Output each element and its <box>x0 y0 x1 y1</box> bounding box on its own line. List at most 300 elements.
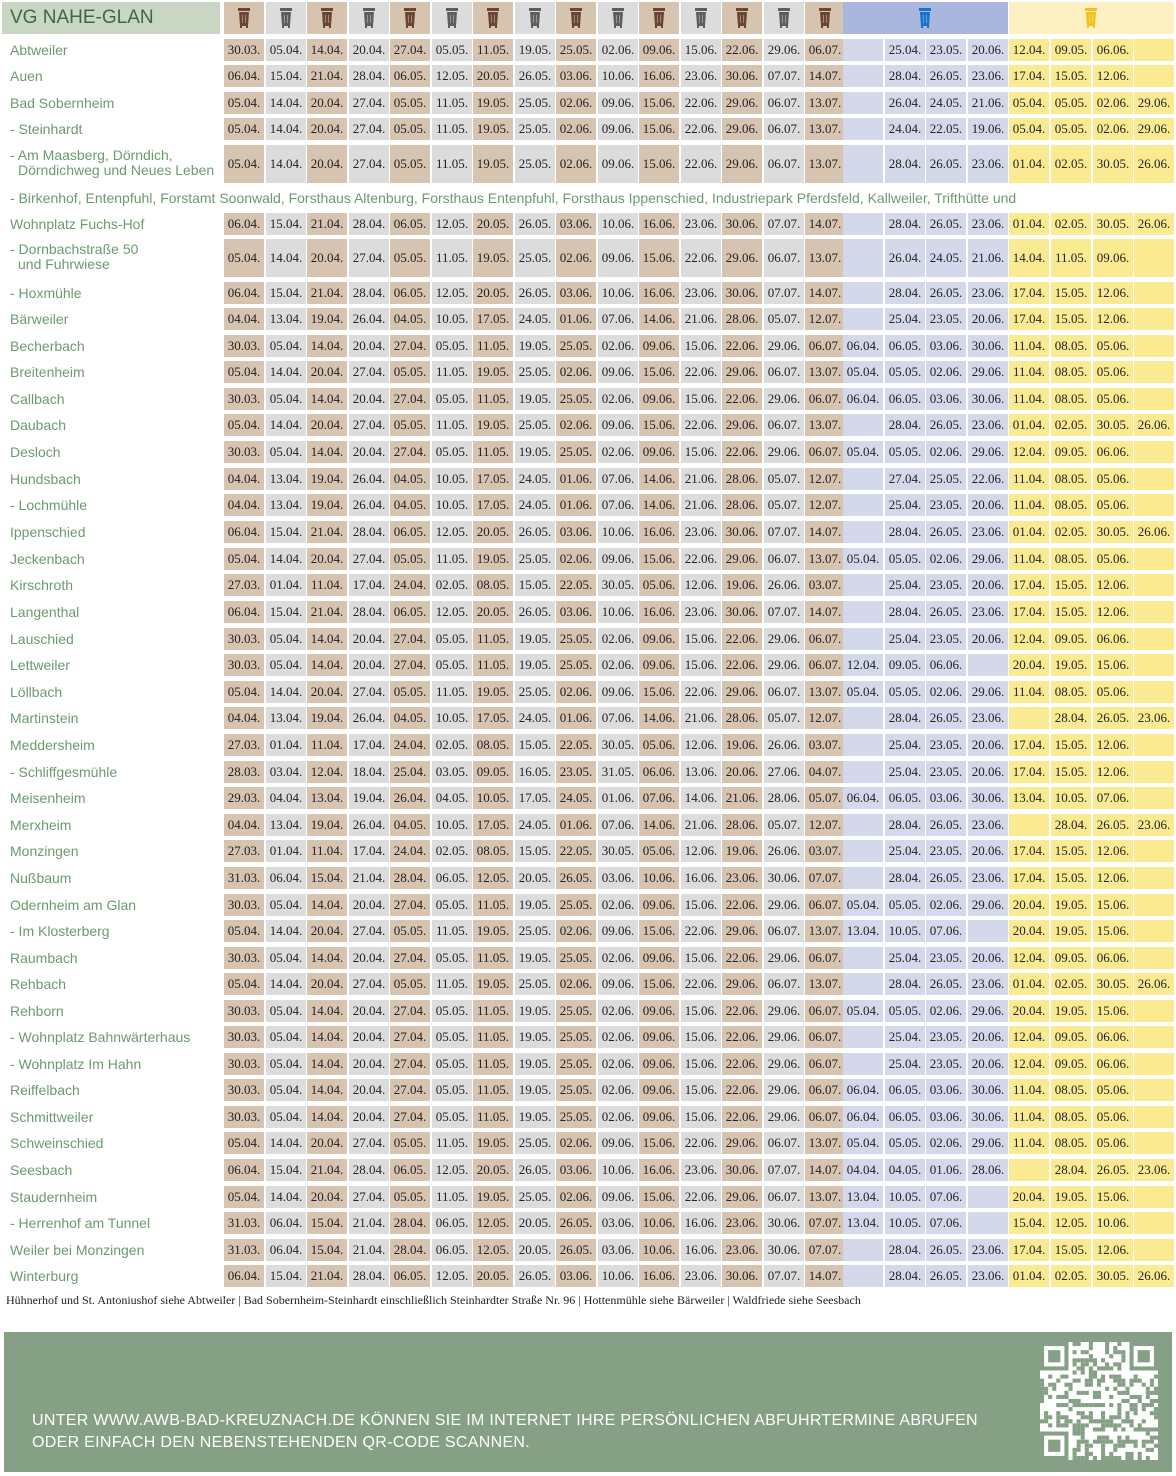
date-cell: 26.05. <box>926 814 966 836</box>
date-cell: 05.05. <box>432 654 472 676</box>
date-cell: 05.04. <box>224 681 264 703</box>
location-name <box>2 972 222 996</box>
date-cell: 29.06. <box>722 145 762 183</box>
date-cell: 09.06. <box>598 1186 638 1208</box>
date-cell: 25.05. <box>556 894 596 916</box>
date-cell: 26.04. <box>390 787 430 809</box>
date-cell: 07.07. <box>805 1212 845 1234</box>
date-cell <box>843 574 883 596</box>
date-cell: 15.06. <box>639 118 679 140</box>
date-cell: 12.06. <box>1093 65 1133 87</box>
date-cell: 27.04. <box>349 548 389 570</box>
date-cell: 08.05. <box>1051 548 1091 570</box>
location-name <box>2 212 222 236</box>
date-cell: 15.06. <box>639 414 679 436</box>
date-cell: 20.04. <box>349 947 389 969</box>
date-cell: 14.04. <box>307 39 347 61</box>
date-cell: 17.05. <box>515 787 555 809</box>
location-name <box>2 117 222 141</box>
date-cell: 20.04. <box>349 335 389 357</box>
gray-bin-icon <box>694 8 708 28</box>
table-row <box>0 573 1176 597</box>
date-cell: 14.04. <box>307 335 347 357</box>
date-cell: 03.06. <box>556 521 596 543</box>
table-row <box>0 1131 1176 1155</box>
date-cell: 01.06. <box>556 468 596 490</box>
date-cell: 05.04. <box>224 92 264 114</box>
date-cell: 19.06. <box>722 574 762 596</box>
date-cell: 02.05. <box>1051 521 1091 543</box>
location-name-line-1: Meddersheim <box>10 737 95 753</box>
date-cell: 09.06. <box>639 628 679 650</box>
date-cell: 23.05. <box>926 761 966 783</box>
date-cell: 30.06. <box>968 1079 1008 1101</box>
table-row <box>0 600 1176 624</box>
date-cell: 15.05. <box>1051 1239 1091 1261</box>
date-cell: 03.06. <box>598 1239 638 1261</box>
brown-bin-icon <box>569 8 583 28</box>
date-cell: 17.04. <box>1009 601 1049 623</box>
date-cell: 02.06. <box>598 335 638 357</box>
date-cell: 11.05. <box>473 947 513 969</box>
qr-code-icon[interactable] <box>1040 1342 1158 1460</box>
date-cell: 28.04. <box>885 213 925 235</box>
date-cell: 04.05. <box>390 308 430 330</box>
date-cell: 17.04. <box>349 574 389 596</box>
date-cell: 05.06. <box>1093 361 1133 383</box>
date-cell: 21.04. <box>349 1239 389 1261</box>
date-cell: 25.04. <box>885 1026 925 1048</box>
date-cell <box>1134 734 1174 756</box>
date-cell <box>1134 894 1174 916</box>
date-cell: 20.04. <box>307 920 347 942</box>
date-cell <box>1134 282 1174 304</box>
date-cell: 30.05. <box>1093 213 1133 235</box>
date-cell <box>843 414 883 436</box>
date-cell: 26.06. <box>764 734 804 756</box>
date-cell: 22.06. <box>722 1079 762 1101</box>
header-cell-14 <box>764 2 804 34</box>
date-cell: 27.03. <box>224 734 264 756</box>
date-cell: 16.06. <box>639 65 679 87</box>
date-cell: 29.06. <box>764 441 804 463</box>
date-cell: 28.04. <box>885 1239 925 1261</box>
date-cell: 05.05. <box>432 39 472 61</box>
date-cell: 04.05. <box>390 468 430 490</box>
date-cell: 28.04. <box>349 282 389 304</box>
date-cell: 20.04. <box>349 894 389 916</box>
date-cell: 30.06. <box>764 867 804 889</box>
date-cell: 08.05. <box>1051 361 1091 383</box>
date-cell: 27.04. <box>390 1000 430 1022</box>
date-cell: 22.06. <box>681 1132 721 1154</box>
date-cell: 23.06. <box>968 1265 1008 1287</box>
date-cell: 20.05. <box>473 1159 513 1181</box>
date-cell: 24.05. <box>515 468 555 490</box>
date-cell: 20.06. <box>968 840 1008 862</box>
date-cell: 19.05. <box>515 1079 555 1101</box>
date-cell: 06.05. <box>885 1079 925 1101</box>
date-cell <box>843 92 883 114</box>
date-cell: 05.04. <box>843 894 883 916</box>
date-cell: 19.05. <box>1051 1000 1091 1022</box>
date-cell: 03.06. <box>556 282 596 304</box>
date-cell: 02.06. <box>926 894 966 916</box>
date-cell: 04.05. <box>390 707 430 729</box>
date-cell: 27.04. <box>390 388 430 410</box>
date-cell: 12.07. <box>805 707 845 729</box>
date-cell: 20.04. <box>349 1000 389 1022</box>
date-cell: 29.06. <box>1134 92 1174 114</box>
date-cell: 08.05. <box>473 574 513 596</box>
date-cell: 06.07. <box>805 894 845 916</box>
date-cell: 03.06. <box>598 1212 638 1234</box>
date-cell: 26.04. <box>349 494 389 516</box>
date-cell: 19.05. <box>473 414 513 436</box>
date-cell: 28.04. <box>390 1212 430 1234</box>
date-cell: 14.07. <box>805 1159 845 1181</box>
date-cell: 23.06. <box>1134 814 1174 836</box>
table-row <box>0 144 1176 184</box>
date-cell: 28.04. <box>885 814 925 836</box>
date-cell: 26.05. <box>515 282 555 304</box>
date-cell: 21.06. <box>968 92 1008 114</box>
date-cell: 23.06. <box>681 521 721 543</box>
date-cell: 05.06. <box>639 574 679 596</box>
date-cell: 01.04. <box>1009 213 1049 235</box>
date-cell: 05.06. <box>1093 1132 1133 1154</box>
date-cell: 05.04. <box>224 1186 264 1208</box>
location-name <box>2 573 222 597</box>
date-cell: 29.06. <box>722 681 762 703</box>
date-cell: 30.06. <box>722 1159 762 1181</box>
date-cell: 11.05. <box>432 414 472 436</box>
date-cell: 26.04. <box>349 308 389 330</box>
date-cell: 12.05. <box>432 65 472 87</box>
location-name-line-1: Hundsbach <box>10 471 81 487</box>
date-cell: 02.06. <box>556 1186 596 1208</box>
date-cell: 09.06. <box>639 1079 679 1101</box>
date-cell: 09.05. <box>1051 628 1091 650</box>
date-cell: 29.06. <box>968 1000 1008 1022</box>
date-cell: 20.04. <box>307 973 347 995</box>
date-cell: 17.05. <box>473 707 513 729</box>
header-cell-8 <box>515 2 555 34</box>
date-cell: 23.05. <box>926 494 966 516</box>
date-cell: 05.04. <box>843 1132 883 1154</box>
date-cell: 06.04. <box>266 1239 306 1261</box>
date-cell: 02.06. <box>556 1132 596 1154</box>
date-cell: 25.05. <box>556 628 596 650</box>
date-cell: 06.04. <box>843 335 883 357</box>
date-cell: 23.06. <box>681 1265 721 1287</box>
date-cell: 12.06. <box>1093 574 1133 596</box>
date-cell: 25.05. <box>556 441 596 463</box>
date-cell: 11.05. <box>432 548 472 570</box>
location-name <box>2 680 222 704</box>
date-cell: 23.06. <box>968 213 1008 235</box>
date-cell: 20.04. <box>349 441 389 463</box>
date-cell: 19.05. <box>515 441 555 463</box>
date-cell: 25.05. <box>515 239 555 277</box>
date-cell: 23.06. <box>1134 1159 1174 1181</box>
date-cell: 05.04. <box>843 441 883 463</box>
date-cell: 13.07. <box>805 1132 845 1154</box>
date-cell: 15.06. <box>681 894 721 916</box>
date-cell: 20.05. <box>473 521 513 543</box>
date-cell: 30.05. <box>1093 521 1133 543</box>
date-cell: 22.06. <box>681 118 721 140</box>
date-cell: 05.05. <box>390 239 430 277</box>
location-name-line-1: Jeckenbach <box>10 551 85 567</box>
date-cell: 15.06. <box>639 92 679 114</box>
date-cell: 11.05. <box>432 239 472 277</box>
date-cell: 09.06. <box>598 414 638 436</box>
date-cell: 31.03. <box>224 1212 264 1234</box>
date-cell: 30.06. <box>722 521 762 543</box>
location-name-line-1: - Wohnplatz Im Hahn <box>10 1056 142 1072</box>
table-row <box>0 839 1176 863</box>
date-cell: 03.07. <box>805 734 845 756</box>
date-cell: 13.07. <box>805 239 845 277</box>
table-row <box>0 520 1176 544</box>
table-row <box>0 91 1176 115</box>
date-cell: 28.04. <box>885 707 925 729</box>
date-cell: 24.04. <box>390 574 430 596</box>
date-cell: 15.04. <box>266 521 306 543</box>
date-cell: 22.06. <box>968 468 1008 490</box>
date-cell: 15.06. <box>639 1186 679 1208</box>
date-cell: 28.04. <box>885 973 925 995</box>
date-cell: 15.06. <box>639 1132 679 1154</box>
date-cell: 15.06. <box>639 681 679 703</box>
date-cell: 17.05. <box>473 308 513 330</box>
date-cell: 09.06. <box>639 1106 679 1128</box>
date-cell: 29.06. <box>722 118 762 140</box>
date-cell: 03.06. <box>556 1159 596 1181</box>
date-cell: 07.07. <box>764 282 804 304</box>
location-name-line-1: Breitenheim <box>10 364 85 380</box>
date-cell: 12.05. <box>432 601 472 623</box>
banner-text <box>32 1410 978 1454</box>
date-cell: 11.05. <box>432 145 472 183</box>
date-cell: 29.06. <box>764 1079 804 1101</box>
table-row <box>0 653 1176 677</box>
date-cell: 25.05. <box>515 145 555 183</box>
date-cell: 26.06. <box>764 840 804 862</box>
date-cell: 26.05. <box>515 1159 555 1181</box>
location-name-line-1: Schweinschied <box>10 1135 104 1151</box>
date-cell: 02.06. <box>926 1132 966 1154</box>
date-cell: 23.05. <box>926 734 966 756</box>
date-cell: 22.06. <box>722 1026 762 1048</box>
date-cell: 22.06. <box>722 628 762 650</box>
date-cell: 11.05. <box>432 92 472 114</box>
date-cell: 05.07. <box>764 814 804 836</box>
date-cell: 22.06. <box>722 39 762 61</box>
date-cell: 28.04. <box>885 1265 925 1287</box>
date-cell: 23.05. <box>926 39 966 61</box>
date-cell: 11.05. <box>432 973 472 995</box>
date-cell: 11.04. <box>307 734 347 756</box>
date-cell: 14.07. <box>805 213 845 235</box>
brown-bin-icon <box>320 8 334 28</box>
date-cell: 29.06. <box>968 681 1008 703</box>
date-cell: 16.06. <box>639 521 679 543</box>
table-row <box>0 786 1176 810</box>
location-name <box>2 999 222 1023</box>
date-cell: 21.06. <box>681 814 721 836</box>
date-cell: 06.07. <box>764 1186 804 1208</box>
date-cell <box>1134 388 1174 410</box>
date-cell: 25.04. <box>885 761 925 783</box>
location-name-line-1: Rehbach <box>10 976 67 992</box>
date-cell: 13.07. <box>805 920 845 942</box>
date-cell: 15.06. <box>1093 920 1133 942</box>
date-cell: 30.06. <box>968 787 1008 809</box>
date-cell: 22.06. <box>722 947 762 969</box>
date-cell: 29.06. <box>764 628 804 650</box>
date-cell: 19.05. <box>473 1132 513 1154</box>
date-cell: 05.04. <box>266 1079 306 1101</box>
date-cell: 30.06. <box>968 1106 1008 1128</box>
date-cell: 05.04. <box>843 548 883 570</box>
date-cell: 12.04. <box>1009 1053 1049 1075</box>
date-cell: 07.06. <box>1093 787 1133 809</box>
date-cell: 21.04. <box>349 1212 389 1234</box>
date-cell: 01.06. <box>556 814 596 836</box>
date-cell: 26.06. <box>1134 414 1174 436</box>
date-cell: 29.06. <box>764 388 804 410</box>
date-cell: 26.05. <box>515 1265 555 1287</box>
date-cell: 14.04. <box>307 1000 347 1022</box>
date-cell: 28.04. <box>349 601 389 623</box>
date-cell: 25.05. <box>556 947 596 969</box>
date-cell: 28.04. <box>1051 707 1091 729</box>
date-cell <box>1134 441 1174 463</box>
date-cell: 03.06. <box>926 1079 966 1101</box>
date-cell: 13.04. <box>266 308 306 330</box>
date-cell: 12.05. <box>473 1239 513 1261</box>
date-cell: 26.05. <box>926 1239 966 1261</box>
location-name <box>2 1078 222 1102</box>
brown-bin-icon <box>486 8 500 28</box>
header-cell-5 <box>390 2 430 34</box>
date-cell: 20.06. <box>968 308 1008 330</box>
date-cell: 20.04. <box>349 1026 389 1048</box>
date-cell: 25.04. <box>885 628 925 650</box>
date-cell: 28.04. <box>885 282 925 304</box>
date-cell: 05.05. <box>432 388 472 410</box>
date-cell: 25.04. <box>390 761 430 783</box>
date-cell: 20.04. <box>1009 654 1049 676</box>
date-cell: 11.05. <box>473 441 513 463</box>
date-cell: 11.05. <box>1051 239 1091 277</box>
date-cell: 31.03. <box>224 1239 264 1261</box>
date-cell: 04.04. <box>224 707 264 729</box>
date-cell: 20.06. <box>968 628 1008 650</box>
date-cell: 30.06. <box>722 213 762 235</box>
date-cell: 19.05. <box>1051 920 1091 942</box>
header-cell-7 <box>473 2 513 34</box>
location-name-line-1: Callbach <box>10 391 65 407</box>
date-cell: 29.06. <box>968 1132 1008 1154</box>
location-name <box>2 1238 222 1262</box>
date-cell: 29.06. <box>764 654 804 676</box>
date-cell: 05.05. <box>390 414 430 436</box>
date-cell: 25.04. <box>885 39 925 61</box>
date-cell: 02.05. <box>1051 213 1091 235</box>
date-cell: 15.06. <box>639 973 679 995</box>
date-cell: 23.06. <box>968 814 1008 836</box>
date-cell: 12.04. <box>1009 1026 1049 1048</box>
date-cell: 06.07. <box>805 1053 845 1075</box>
table-row <box>0 972 1176 996</box>
date-cell: 02.06. <box>556 920 596 942</box>
date-cell: 12.05. <box>432 213 472 235</box>
date-cell: 28.04. <box>885 145 925 183</box>
date-cell: 09.06. <box>639 1026 679 1048</box>
date-cell: 14.04. <box>266 239 306 277</box>
date-cell: 02.06. <box>598 388 638 410</box>
date-cell: 01.04. <box>1009 1265 1049 1287</box>
date-cell: 29.06. <box>968 441 1008 463</box>
date-cell: 27.04. <box>349 414 389 436</box>
date-cell: 09.05. <box>473 761 513 783</box>
date-cell: 26.05. <box>1093 707 1133 729</box>
date-cell: 07.06. <box>926 920 966 942</box>
date-cell: 19.05. <box>1051 894 1091 916</box>
date-cell: 08.05. <box>1051 335 1091 357</box>
table-row <box>0 334 1176 358</box>
date-cell: 20.04. <box>1009 1000 1049 1022</box>
date-cell: 12.05. <box>473 867 513 889</box>
date-cell: 14.04. <box>266 361 306 383</box>
date-cell <box>843 145 883 183</box>
date-cell: 22.06. <box>681 681 721 703</box>
info-banner <box>4 1332 1172 1472</box>
date-cell: 07.06. <box>598 814 638 836</box>
date-cell: 23.06. <box>1134 707 1174 729</box>
date-cell: 29.06. <box>764 39 804 61</box>
date-cell: 09.06. <box>598 145 638 183</box>
date-cell: 23.06. <box>722 867 762 889</box>
date-cell: 02.06. <box>598 39 638 61</box>
location-name-line-1: Winterburg <box>10 1268 79 1284</box>
date-cell: 08.05. <box>1051 1132 1091 1154</box>
location-name <box>2 600 222 624</box>
location-name-line-1: Merxheim <box>10 817 72 833</box>
date-cell: 05.05. <box>432 1026 472 1048</box>
date-cell: 29.06. <box>764 1106 804 1128</box>
date-cell: 24.05. <box>926 239 966 277</box>
date-cell: 02.06. <box>556 145 596 183</box>
date-cell: 21.04. <box>349 867 389 889</box>
date-cell: 23.06. <box>968 145 1008 183</box>
date-cell: 09.05. <box>885 654 925 676</box>
date-cell: 10.06. <box>598 213 638 235</box>
date-cell: 06.07. <box>764 239 804 277</box>
date-cell: 15.05. <box>1051 734 1091 756</box>
date-cell: 19.05. <box>1051 654 1091 676</box>
date-cell: 19.05. <box>515 894 555 916</box>
date-cell: 26.05. <box>1093 1159 1133 1181</box>
date-cell: 05.04. <box>843 1000 883 1022</box>
date-cell: 11.05. <box>432 1132 472 1154</box>
date-cell: 05.05. <box>390 145 430 183</box>
date-cell: 26.05. <box>926 521 966 543</box>
location-name-line-2: und Fuhrwiese <box>18 256 110 272</box>
